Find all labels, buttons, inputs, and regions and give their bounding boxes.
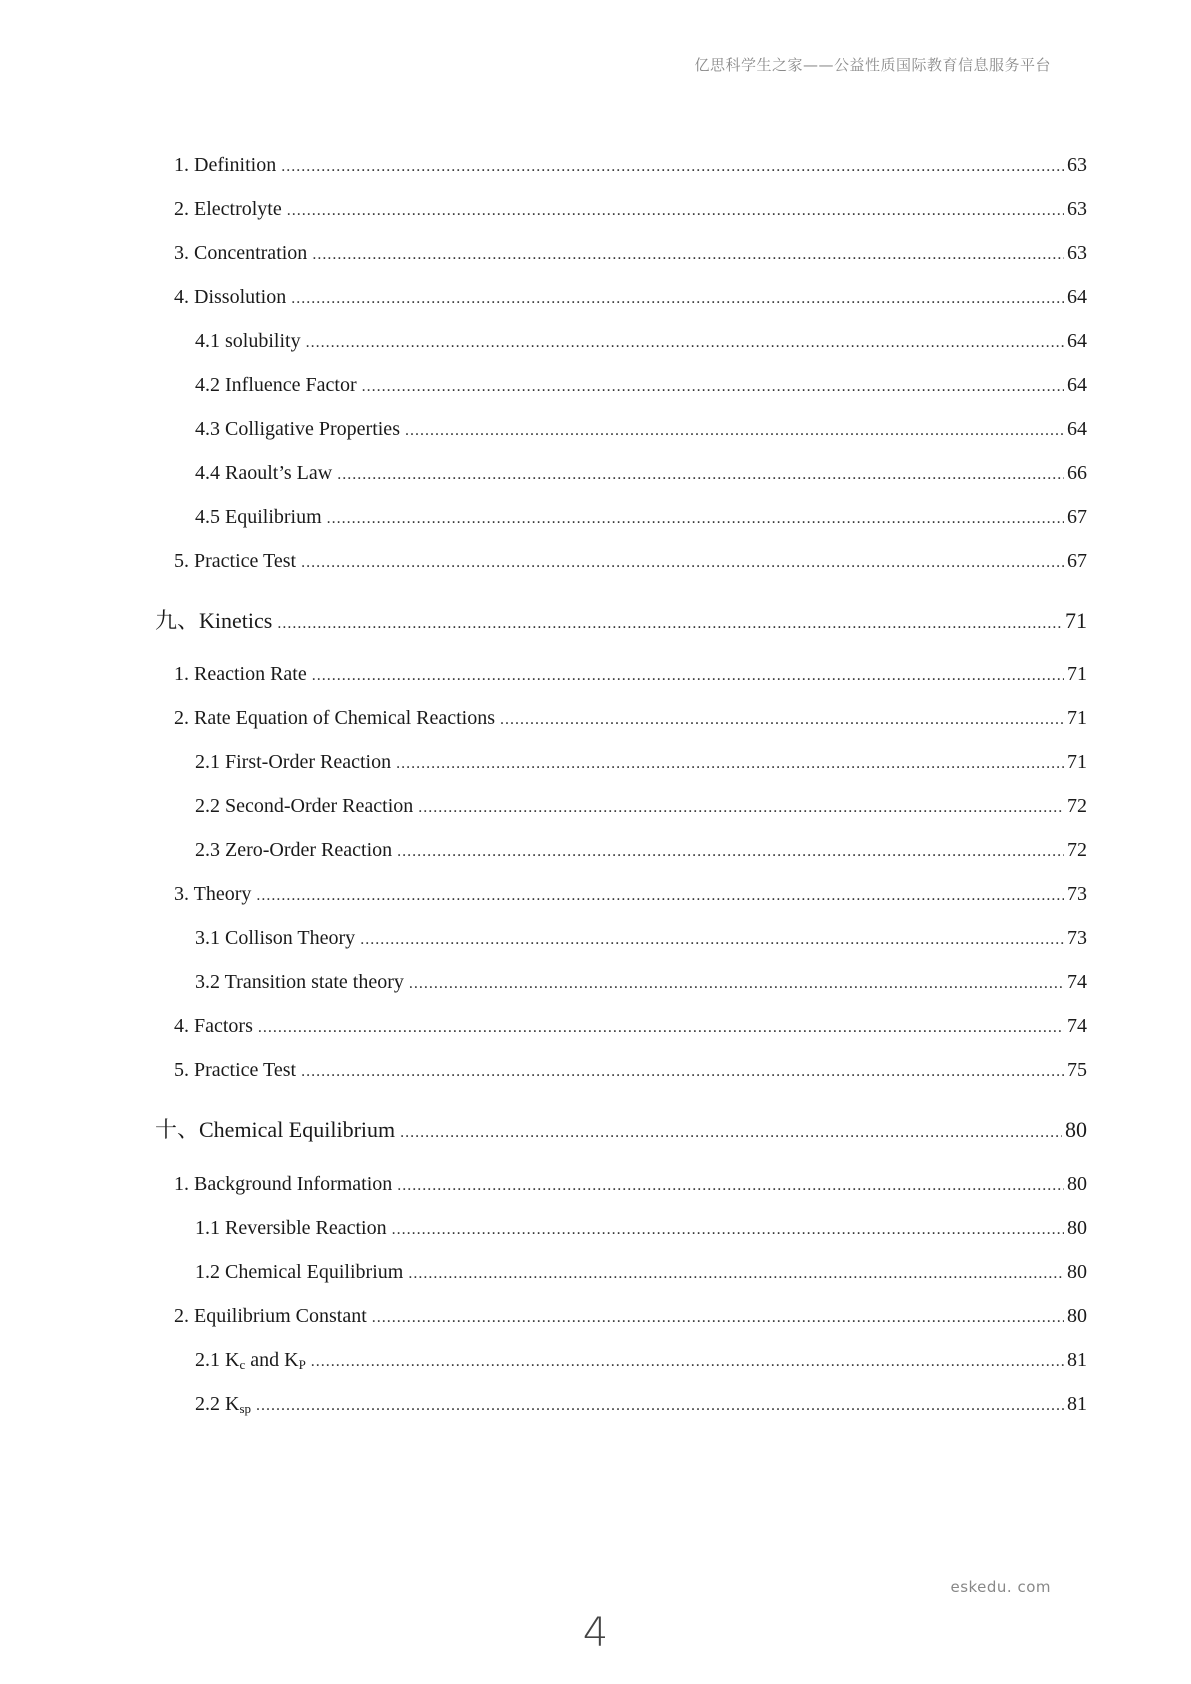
toc-entry[interactable] <box>174 880 1087 910</box>
toc-entry-page: 75 <box>1067 1059 1087 1081</box>
dot-leader <box>291 285 1064 313</box>
toc-entry[interactable] <box>195 1390 1087 1420</box>
toc-entry[interactable] <box>195 792 1087 822</box>
toc-entry[interactable] <box>174 239 1087 269</box>
toc-entry-label: 2. Electrolyte <box>174 198 282 220</box>
toc-entry[interactable] <box>195 327 1087 357</box>
dot-leader <box>400 1119 1062 1147</box>
toc-entry-label <box>195 1390 253 1418</box>
toc-entry-label: 4. Dissolution <box>174 286 287 308</box>
toc-entry[interactable] <box>195 503 1087 533</box>
toc-entry[interactable] <box>195 748 1087 778</box>
toc-entry-page: 64 <box>1067 330 1087 352</box>
dot-leader <box>409 970 1064 998</box>
toc-entry-label: 2. Equilibrium Constant <box>174 1305 367 1327</box>
dot-leader <box>337 461 1064 489</box>
subscript: c <box>239 1357 246 1372</box>
toc-entry-label: 2.2 Second-Order Reaction <box>195 795 414 817</box>
subscript: P <box>298 1357 306 1372</box>
dot-leader <box>372 1304 1064 1332</box>
dot-leader <box>312 662 1064 690</box>
toc-entry[interactable] <box>195 1258 1087 1288</box>
toc-entry-page: 73 <box>1067 927 1087 949</box>
toc-chapter[interactable] <box>155 607 1087 638</box>
dot-leader <box>396 750 1064 778</box>
toc-entry[interactable] <box>174 660 1087 690</box>
toc-entry-page: 73 <box>1067 883 1087 905</box>
dot-leader <box>311 1348 1064 1376</box>
dot-leader <box>397 1172 1064 1200</box>
toc-entry-page: 74 <box>1067 1015 1087 1037</box>
toc-entry[interactable] <box>174 283 1087 313</box>
toc-entry-label: 1. Reaction Rate <box>174 663 307 685</box>
toc-entry-label: 2.3 Zero-Order Reaction <box>195 839 393 861</box>
toc-entry[interactable] <box>195 1346 1087 1376</box>
dot-leader <box>418 794 1064 822</box>
dot-leader <box>281 153 1064 181</box>
toc-entry-page: 67 <box>1067 550 1087 572</box>
toc-entry-page: 67 <box>1067 506 1087 528</box>
toc-entry-label: 3. Theory <box>174 883 252 905</box>
toc-entry-page: 80 <box>1067 1261 1087 1283</box>
label-text: 2.2 K <box>195 1393 240 1415</box>
toc-entry[interactable] <box>174 1056 1087 1086</box>
toc-chapter-label: 十、Chemical Equilibrium <box>155 1117 396 1142</box>
toc-entry-page: 80 <box>1067 1305 1087 1327</box>
dot-leader <box>258 1014 1064 1042</box>
toc-chapter-label: 九、Kinetics <box>155 608 273 633</box>
dot-leader <box>360 926 1064 954</box>
toc-entry[interactable] <box>195 371 1087 401</box>
toc-entry-page: 63 <box>1067 198 1087 220</box>
footer-site: eskedu. com <box>950 1578 1051 1596</box>
dot-leader <box>405 417 1064 445</box>
dot-leader <box>500 706 1064 734</box>
toc-entry-label: 3.2 Transition state theory <box>195 971 404 993</box>
toc-entry-label: 3. Concentration <box>174 242 308 264</box>
toc-entry-label: 3.1 Collison Theory <box>195 927 356 949</box>
toc-entry-page: 63 <box>1067 154 1087 176</box>
toc-entry-label: 4.2 Influence Factor <box>195 374 357 396</box>
toc-entry-page: 74 <box>1067 971 1087 993</box>
toc-entry[interactable] <box>174 1302 1087 1332</box>
toc-entry[interactable] <box>195 968 1087 998</box>
toc-entry-label: 4. Factors <box>174 1015 253 1037</box>
toc-entry-label: 2. Rate Equation of Chemical Reactions <box>174 707 496 729</box>
toc-entry-label: 2.1 First-Order Reaction <box>195 751 392 773</box>
toc-entry-page: 71 <box>1067 707 1087 729</box>
toc-entry-label: 5. Practice Test <box>174 1059 297 1081</box>
toc-entry[interactable] <box>195 1214 1087 1244</box>
toc-entry[interactable] <box>174 195 1087 225</box>
toc-entry[interactable] <box>195 459 1087 489</box>
header-site-title: 亿思科学生之家——公益性质国际教育信息服务平台 <box>694 56 1051 74</box>
page-number: 4 <box>582 1610 609 1656</box>
toc-entry-label: 1. Background Information <box>174 1173 393 1195</box>
toc-entry-page: 64 <box>1067 418 1087 440</box>
toc-chapter[interactable] <box>155 1116 1087 1147</box>
toc-entry-page: 80 <box>1067 1217 1087 1239</box>
dot-leader <box>327 505 1064 533</box>
toc-entry[interactable] <box>174 151 1087 181</box>
subscript: sp <box>239 1401 252 1416</box>
toc-entry-label: 4.1 solubility <box>195 330 301 352</box>
toc-entry[interactable] <box>174 1170 1087 1200</box>
dot-leader <box>397 838 1064 866</box>
toc-entry-page: 72 <box>1067 839 1087 861</box>
toc-entry[interactable] <box>174 547 1087 577</box>
dot-leader <box>312 241 1064 269</box>
toc-entry-page: 63 <box>1067 242 1087 264</box>
toc-entry[interactable] <box>195 836 1087 866</box>
toc-entry-page: 81 <box>1067 1349 1087 1371</box>
toc-entry-label <box>195 1346 308 1374</box>
toc-entry-page: 80 <box>1067 1173 1087 1195</box>
toc-chapter-page: 71 <box>1065 608 1087 633</box>
dot-leader <box>287 197 1064 225</box>
label-text: 2.1 K <box>195 1349 240 1371</box>
toc-entry[interactable] <box>195 924 1087 954</box>
toc-entry-label: 4.3 Colligative Properties <box>195 418 400 440</box>
dot-leader <box>256 1392 1064 1420</box>
toc-entry-page: 71 <box>1067 663 1087 685</box>
toc-entry-label: 5. Practice Test <box>174 550 297 572</box>
dot-leader <box>408 1260 1064 1288</box>
dot-leader <box>301 549 1064 577</box>
label-text-mid: and K <box>245 1349 299 1371</box>
toc-entry-page: 81 <box>1067 1393 1087 1415</box>
dot-leader <box>306 329 1064 357</box>
toc-entry-label: 4.5 Equilibrium <box>195 506 322 528</box>
toc-entry-page: 71 <box>1067 751 1087 773</box>
toc-entry-page: 72 <box>1067 795 1087 817</box>
dot-leader <box>277 610 1062 638</box>
toc-entry-label: 1.1 Reversible Reaction <box>195 1217 387 1239</box>
toc-entry-page: 66 <box>1067 462 1087 484</box>
toc-entry-page: 64 <box>1067 374 1087 396</box>
toc-entry[interactable] <box>174 704 1087 734</box>
toc-chapter-page: 80 <box>1065 1117 1087 1142</box>
dot-leader <box>392 1216 1064 1244</box>
toc-entry-label: 1. Definition <box>174 154 277 176</box>
toc-entry[interactable] <box>174 1012 1087 1042</box>
toc-entry-label: 1.2 Chemical Equilibrium <box>195 1261 404 1283</box>
toc-entry-label: 4.4 Raoult’s Law <box>195 462 333 484</box>
dot-leader <box>256 882 1064 910</box>
dot-leader <box>301 1058 1064 1086</box>
toc-entry[interactable] <box>195 415 1087 445</box>
toc-entry-page: 64 <box>1067 286 1087 308</box>
dot-leader <box>362 373 1064 401</box>
